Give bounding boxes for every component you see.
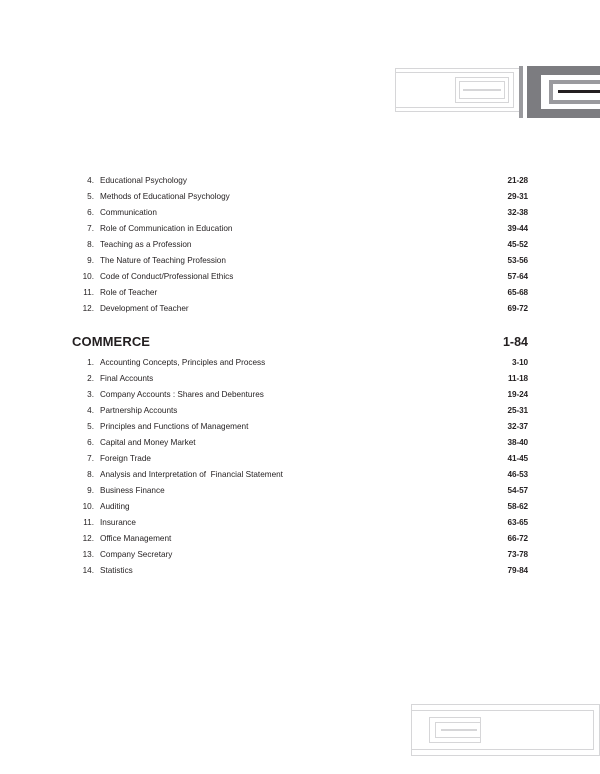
toc-entry-pages: 53-56 <box>507 256 528 265</box>
toc-entry[interactable] <box>72 176 528 192</box>
continued-section-list <box>72 176 528 320</box>
toc-entry[interactable] <box>72 374 528 390</box>
toc-entry-title: Accounting Concepts, Principles and Process <box>100 358 266 367</box>
section-page-range: 1-84 <box>502 335 528 349</box>
toc-entry[interactable] <box>72 502 528 518</box>
toc-entry-pages: 39-44 <box>507 224 528 233</box>
toc-entry-pages: 3-10 <box>512 358 528 367</box>
toc-entry-number: 7. <box>87 224 94 233</box>
bottom-right-decorative-motif <box>411 704 600 762</box>
toc-entry-title: Development of Teacher <box>100 304 189 313</box>
toc-entry-title: Company Secretary <box>100 550 173 559</box>
toc-entry[interactable] <box>72 208 528 224</box>
toc-entry[interactable] <box>72 454 528 470</box>
toc-entry[interactable] <box>72 288 528 304</box>
toc-entry-pages: 54-57 <box>507 486 528 495</box>
toc-entry[interactable] <box>72 518 528 534</box>
toc-entry-title: Code of Conduct/Professional Ethics <box>100 272 234 281</box>
toc-entry-number: 10. <box>82 502 94 511</box>
toc-entry-number: 14. <box>82 566 94 575</box>
toc-entry[interactable] <box>72 304 528 320</box>
toc-entry-pages: 57-64 <box>507 272 528 281</box>
toc-entry[interactable] <box>72 358 528 374</box>
toc-entry-pages: 46-53 <box>507 470 528 479</box>
toc-entry-pages: 58-62 <box>507 502 528 511</box>
toc-entry-number: 6. <box>87 208 94 217</box>
toc-entry-title: Partnership Accounts <box>100 406 178 415</box>
toc-entry-pages: 79-84 <box>507 566 528 575</box>
toc-entry-number: 4. <box>87 176 94 185</box>
toc-entry-number: 12. <box>82 304 94 313</box>
toc-entry-number: 5. <box>87 422 94 431</box>
toc-entry[interactable] <box>72 240 528 256</box>
toc-entry-number: 1. <box>87 358 94 367</box>
toc-entry-pages: 38-40 <box>507 438 528 447</box>
motif-center-bar <box>441 729 477 731</box>
toc-entry-pages: 32-38 <box>507 208 528 217</box>
toc-entry-title: Insurance <box>100 518 136 527</box>
toc-entry[interactable] <box>72 192 528 208</box>
toc-entry[interactable] <box>72 486 528 502</box>
motif-block-accent-bar <box>558 90 600 93</box>
toc-entry-pages: 29-31 <box>507 192 528 201</box>
commerce-section-list <box>72 358 528 582</box>
toc-entry-pages: 73-78 <box>507 550 528 559</box>
toc-entry-pages: 32-37 <box>507 422 528 431</box>
toc-entry-title: Role of Communication in Education <box>100 224 233 233</box>
toc-entry[interactable] <box>72 406 528 422</box>
toc-entry-pages: 21-28 <box>507 176 528 185</box>
top-left-decorative-motif <box>395 60 520 118</box>
toc-entry-title: Auditing <box>100 502 130 511</box>
toc-entry-number: 5. <box>87 192 94 201</box>
toc-entry-pages: 11-18 <box>508 374 528 383</box>
toc-entry-title: Educational Psychology <box>100 176 187 185</box>
toc-entry-title: Role of Teacher <box>100 288 158 297</box>
toc-entry-number: 8. <box>87 240 94 249</box>
toc-entry-number: 9. <box>87 256 94 265</box>
toc-entry-pages: 25-31 <box>507 406 528 415</box>
toc-entry-title: Capital and Money Market <box>100 438 196 447</box>
toc-entry-pages: 19-24 <box>507 390 528 399</box>
toc-entry-number: 3. <box>87 390 94 399</box>
motif-center-bar <box>463 89 501 91</box>
toc-entry[interactable] <box>72 390 528 406</box>
toc-entry-number: 12. <box>82 534 94 543</box>
toc-entry-title: Communication <box>100 208 157 217</box>
table-of-contents <box>72 176 528 582</box>
toc-entry[interactable] <box>72 566 528 582</box>
toc-entry-number: 10. <box>82 272 94 281</box>
toc-entry-number: 7. <box>87 454 94 463</box>
toc-entry-number: 9. <box>87 486 94 495</box>
toc-entry-pages: 69-72 <box>507 304 528 313</box>
toc-entry-number: 8. <box>87 470 94 479</box>
toc-entry-title: Methods of Educational Psychology <box>100 192 230 201</box>
section-heading-commerce <box>72 334 528 352</box>
toc-entry-pages: 63-65 <box>507 518 528 527</box>
toc-entry-number: 6. <box>87 438 94 447</box>
toc-entry-pages: 41-45 <box>507 454 528 463</box>
toc-entry-title: Final Accounts <box>100 374 154 383</box>
toc-entry-pages: 45-52 <box>507 240 528 249</box>
top-right-decorative-block <box>527 66 600 118</box>
toc-entry-title: Office Management <box>100 534 172 543</box>
toc-entry-number: 2. <box>87 374 94 383</box>
toc-entry-number: 11. <box>83 518 94 527</box>
toc-entry-title: Company Accounts : Shares and Debentures <box>100 390 264 399</box>
toc-entry-title: Foreign Trade <box>100 454 151 463</box>
toc-entry[interactable] <box>72 256 528 272</box>
toc-entry-title: Analysis and Interpretation of Financial Statement <box>100 470 283 479</box>
toc-entry[interactable] <box>72 534 528 550</box>
toc-entry-number: 13. <box>82 550 94 559</box>
toc-entry[interactable] <box>72 272 528 288</box>
toc-entry[interactable] <box>72 470 528 486</box>
toc-entry-pages: 66-72 <box>507 534 528 543</box>
toc-entry[interactable] <box>72 550 528 566</box>
toc-entry-title: Statistics <box>100 566 133 575</box>
toc-entry[interactable] <box>72 438 528 454</box>
toc-entry[interactable] <box>72 422 528 438</box>
section-title: COMMERCE <box>72 334 151 349</box>
toc-entry-title: Business Finance <box>100 486 165 495</box>
toc-entry-title: Teaching as a Profession <box>100 240 192 249</box>
toc-entry-pages: 65-68 <box>507 288 528 297</box>
top-divider-bar <box>519 66 523 118</box>
toc-entry-number: 11. <box>83 288 94 297</box>
toc-entry-title: Principles and Functions of Management <box>100 422 249 431</box>
toc-entry-number: 4. <box>87 406 94 415</box>
toc-entry-title: The Nature of Teaching Profession <box>100 256 226 265</box>
toc-entry[interactable] <box>72 224 528 240</box>
